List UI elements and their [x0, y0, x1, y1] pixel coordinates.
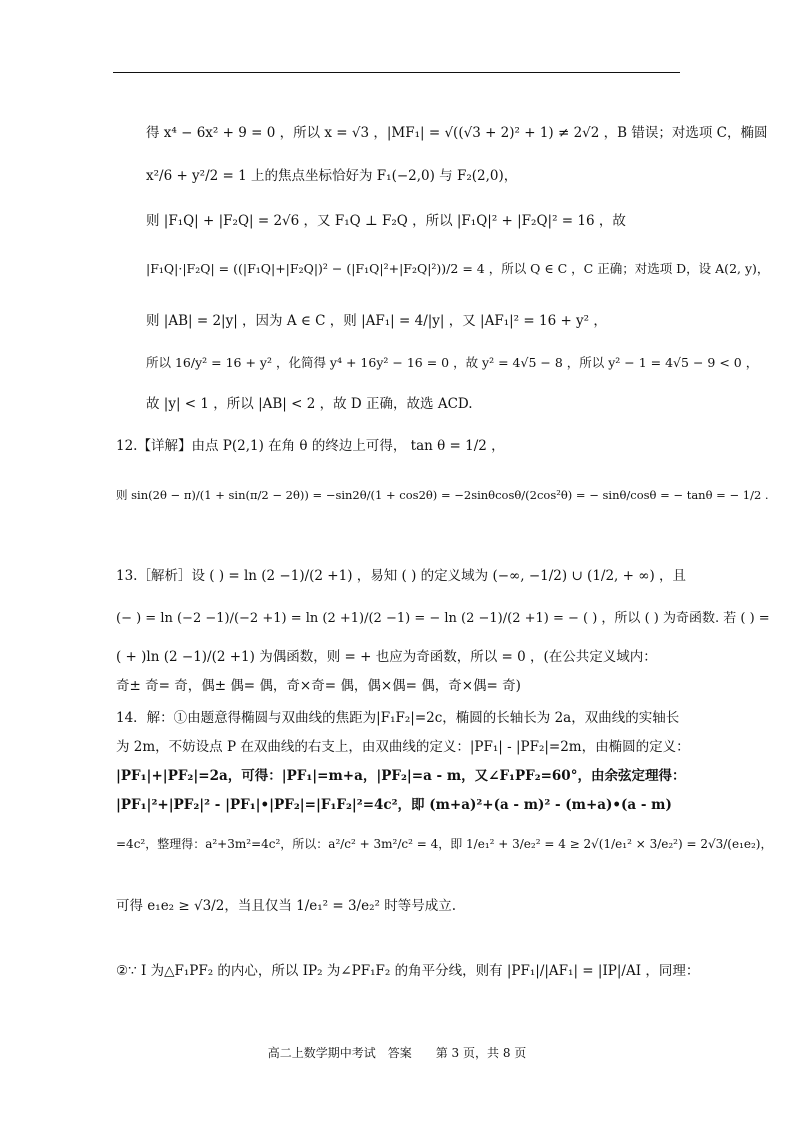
q14-line-2: 为 2m，不妨设点 P 在双曲线的右支上，由双曲线的定义：|PF₁| - |PF₂|=2m，由椭圆的定义： — [116, 739, 690, 755]
text-line-4: |F₁Q|·|F₂Q| = ((|F₁Q|+|F₂Q|)² − (|F₁Q|²+|F₂Q|²))/2 = 4 ，所以 Q ∈ C ，C 正确；对选项 D，设 A(2, y)， — [146, 261, 770, 276]
q14-line-6: 可得 e₁e₂ ≥ √3/2，当且仅当 1/e₁² = 3/e₂² 时等号成立. — [116, 898, 456, 914]
q14-line-3: |PF₁|+|PF₂|=2a，可得：|PF₁|=m+a，|PF₂|=a - m，又∠F₁PF₂=60°，由余弦定理得： — [116, 768, 686, 784]
q12-line-2: 则 sin(2θ − π)/(1 + sin(π/2 − 2θ)) = −sin2θ/(1 + cos2θ) = −2sinθcosθ/(2cos²θ) = − sinθ/cosθ = − tanθ = − 1/2 . — [116, 488, 769, 502]
header-rule — [113, 72, 680, 73]
q13-line-2: (− ) = ln (−2 −1)/(−2 +1) = ln (2 +1)/(2 −1) = − ln (2 −1)/(2 +1) = − ( ) ，所以 ( ) 为奇函数. 若 ( ) = — [116, 611, 770, 626]
q14-line-5: =4c²，整理得：a²+3m²=4c²，所以：a²/c² + 3m²/c² = 4，即 1/e₁² + 3/e₂² = 4 ≥ 2√(1/e₁² × 3/e₂²) = 2√3/(e₁e₂)， — [116, 837, 773, 851]
text-line-2: x²/6 + y²/2 = 1 上的焦点坐标恰好为 F₁(−2,0) 与 F₂(2,0)， — [146, 168, 518, 184]
text-line-7: 故 |y| < 1 ，所以 |AB| < 2 ，故 D 正确，故选 ACD. — [146, 396, 473, 412]
q13-line-1: 13.［解析］设 ( ) = ln (2 −1)/(2 +1) ，易知 ( ) 的定义域为 (−∞, −1/2) ∪ (1/2, + ∞) ，且 — [116, 568, 687, 584]
page-footer: 高二上数学期中考试 答案 第 3 页，共 8 页 — [267, 1046, 527, 1060]
text-line-5: 则 |AB| = 2|y| ，因为 A ∈ C ，则 |AF₁| = 4/|y| ，又 |AF₁|² = 16 + y² ， — [146, 313, 607, 329]
text-line-1: 得 x⁴ − 6x² + 9 = 0 ，所以 x = √3 ，|MF₁| = √((√3 + 2)² + 1) ≠ 2√2 ，B 错误；对选项 C，椭圆 — [146, 125, 768, 141]
text-line-3: 则 |F₁Q| + |F₂Q| = 2√6 ，又 F₁Q ⊥ F₂Q ，所以 |F₁Q|² + |F₂Q|² = 16 ，故 — [146, 213, 626, 229]
q13-line-3: ( + )ln (2 −1)/(2 +1) 为偶函数，则 = + 也应为奇函数，所以 = 0 ，(在公共定义域内： — [116, 649, 657, 665]
q14-line-4: |PF₁|²+|PF₂|² - |PF₁|•|PF₂|=|F₁F₂|²=4c²，即 (m+a)²+(a - m)² - (m+a)•(a - m) — [116, 797, 672, 813]
q12-line-1: 12.【详解】由点 P(2,1) 在角 θ 的终边上可得， tan θ = 1/2 ， — [116, 438, 505, 454]
q14-line-7: ②∵ I 为△F₁PF₂ 的内心，所以 IP₂ 为∠PF₁F₂ 的角平分线，则有 |PF₁|/|AF₁| = |IP|/AI ，同理： — [116, 963, 700, 979]
q14-line-1: 14．解：①由题意得椭圆与双曲线的焦距为|F₁F₂|=2c，椭圆的长轴长为 2a，双曲线的实轴长 — [116, 710, 680, 726]
text-line-6: 所以 16/y² = 16 + y² ，化简得 y⁴ + 16y² − 16 = 0 ，故 y² = 4√5 − 8 ，所以 y² − 1 = 4√5 − 9 < 0 ， — [146, 355, 759, 370]
q13-line-4: 奇± 奇= 奇，偶± 偶= 偶，奇×奇= 偶，偶×偶= 偶，奇×偶= 奇) — [116, 678, 521, 694]
